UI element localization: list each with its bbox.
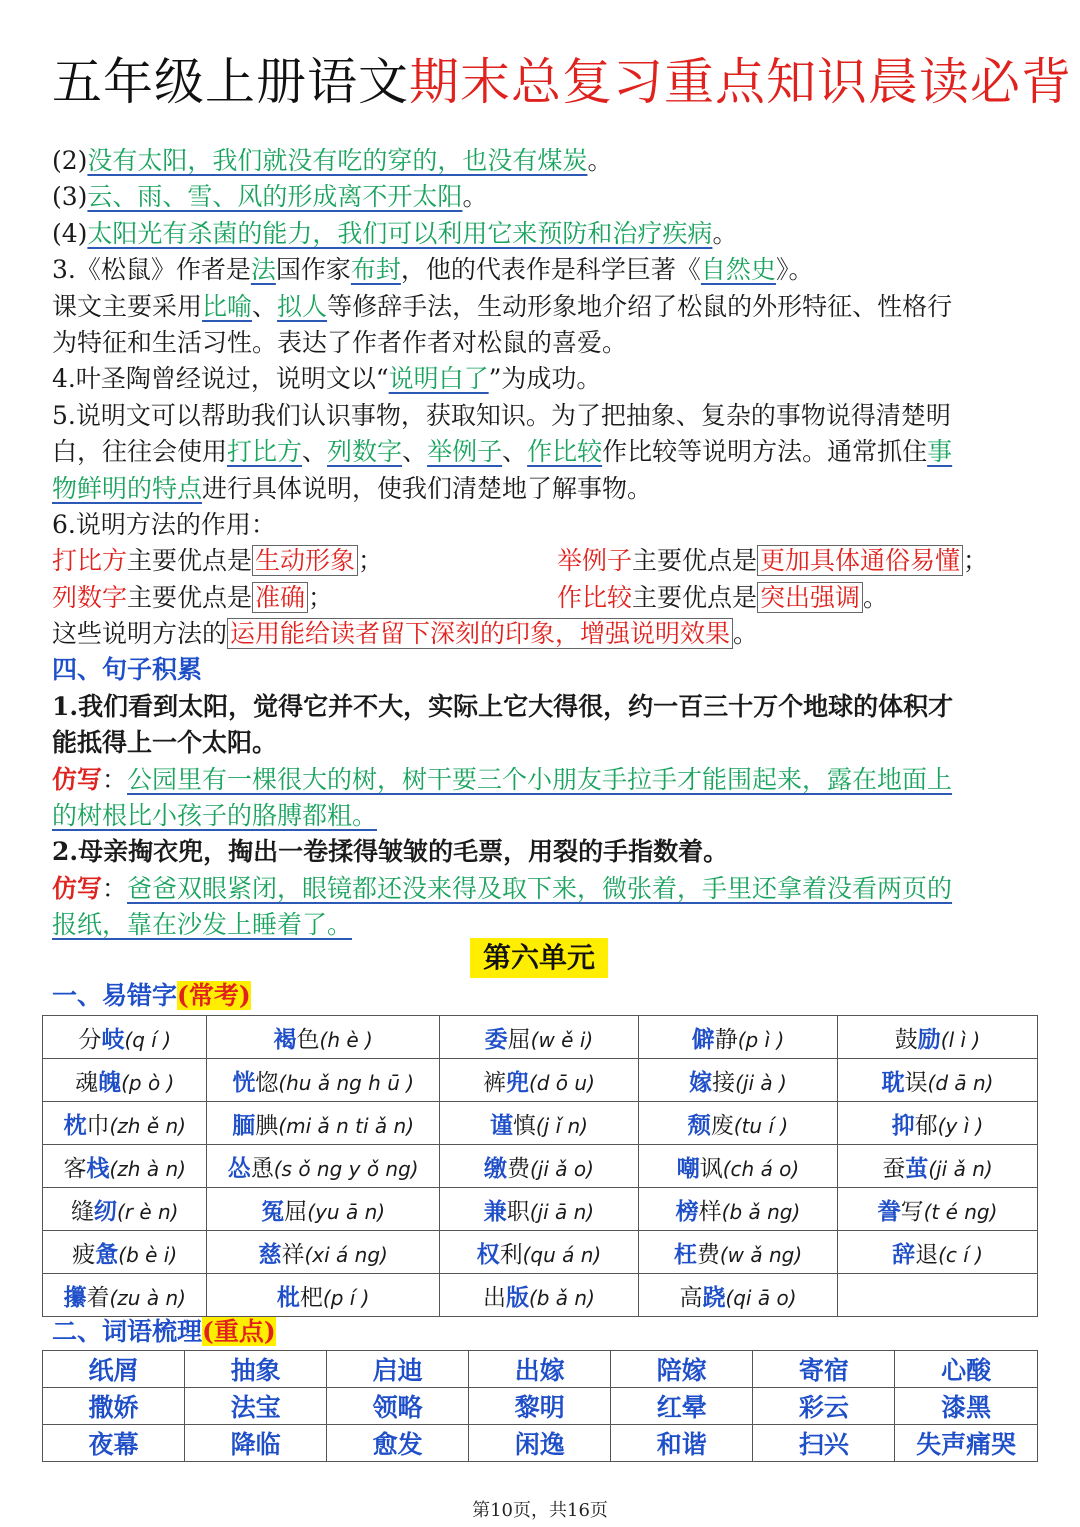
- page-number: 第10页，共16页: [472, 1500, 608, 1521]
- pinyin: (d ō u): [528, 1070, 595, 1095]
- text: 4.叶圣陶曾经说过，说明文以“: [52, 364, 389, 394]
- typo-cell: [207, 1016, 439, 1059]
- typo-table: [42, 1015, 1038, 1317]
- word-cell: 扫兴: [753, 1425, 895, 1462]
- typo-cell: [207, 1145, 439, 1188]
- plain-char: 废: [710, 1112, 734, 1139]
- plain-char: 巾: [86, 1112, 110, 1139]
- pinyin: (qu á n): [522, 1242, 602, 1267]
- pinyin: (c í ): [938, 1242, 983, 1267]
- key-char: 褐: [273, 1025, 297, 1053]
- typo-cell: [439, 1231, 638, 1274]
- word-cell: 抽象: [185, 1351, 327, 1388]
- key-char: 辞: [892, 1240, 916, 1268]
- answer-text: 作比较: [527, 437, 603, 467]
- key-char: 僻: [691, 1025, 715, 1053]
- answer-text: 布封: [350, 255, 401, 285]
- plain-char: 退: [915, 1241, 939, 1268]
- plain-char: 缝: [70, 1198, 94, 1225]
- text: 》。: [775, 255, 814, 285]
- word-cell: 撒娇: [43, 1388, 185, 1425]
- text: 国作家: [275, 255, 351, 285]
- answer-text: 云、雨、雪、风的形成离不开太阳: [87, 182, 463, 212]
- key-char: 缴: [483, 1154, 507, 1182]
- answer-text: 列数字: [327, 437, 403, 467]
- key-char: 枉: [673, 1240, 697, 1268]
- text: 主要优点是: [127, 546, 253, 576]
- item-number: (2): [52, 146, 88, 175]
- text: 3.《松鼠》作者是: [52, 255, 251, 285]
- key-char: 惫: [95, 1240, 119, 1268]
- word-cell: 闲逸: [469, 1425, 611, 1462]
- effect-pair-right: [557, 543, 988, 579]
- line-expository: 5.说明文可以帮助我们认识事物，获取知识。为了把抽象、复杂的事物说得清楚明: [52, 400, 951, 430]
- pinyin: (t é ng): [923, 1199, 998, 1224]
- word-cell: 纸屑: [43, 1351, 185, 1388]
- punctuation: 。: [587, 146, 613, 175]
- method-name: 打比方: [52, 546, 128, 576]
- pinyin: (b ǎ n): [528, 1285, 595, 1310]
- content-body: [52, 143, 1032, 944]
- typo-cell: [638, 1274, 837, 1317]
- answer-text: 物鲜明的特点: [52, 473, 203, 503]
- line-methods-cont: [52, 471, 1032, 507]
- typo-cell: [638, 1231, 837, 1274]
- key-char: 抑: [891, 1111, 915, 1139]
- answer-text: 举例子: [427, 437, 503, 467]
- typo-cell: [638, 1059, 837, 1102]
- plain-char: 费: [696, 1241, 720, 1268]
- boxed-answer: 突出强调: [757, 582, 863, 613]
- punctuation: ；: [308, 582, 334, 612]
- text: 等修辞手法，生动形象地介绍了松鼠的外形特征、性格行: [327, 291, 953, 321]
- effect-pair-left: [52, 545, 383, 576]
- line-effects-summary: [52, 616, 1032, 652]
- pinyin: (tu í ): [733, 1113, 789, 1138]
- pinyin: (xi á ng): [304, 1242, 388, 1267]
- line-effects-1: [52, 543, 1032, 579]
- pinyin: (qi ā o): [725, 1285, 797, 1310]
- plain-char: 魂: [75, 1069, 99, 1096]
- text: 作比较等说明方法。通常抓住: [602, 437, 928, 467]
- key-char: 纫: [93, 1197, 117, 1225]
- pinyin: (p í ): [322, 1285, 370, 1310]
- plain-char: 郁: [914, 1112, 938, 1139]
- key-char: 兼: [483, 1197, 507, 1225]
- key-char: 栈: [86, 1154, 110, 1182]
- pinyin: (p ò ): [121, 1070, 175, 1095]
- pinyin: (zu à n): [109, 1285, 186, 1310]
- word-cell: 彩云: [753, 1388, 895, 1425]
- sentence-1: 1.我们看到太阳，觉得它并不大，实际上它大得很，约一百三十万个地球的体积才: [52, 691, 954, 721]
- answer-text: 拟人: [277, 291, 328, 321]
- word-cell: 和谐: [611, 1425, 753, 1462]
- pinyin: (r è n): [116, 1199, 179, 1224]
- pinyin: (b è i): [118, 1242, 178, 1267]
- text: 、: [302, 437, 328, 467]
- page-title: [52, 50, 1072, 114]
- plain-char: 鼓: [894, 1026, 918, 1053]
- sentence-1-cont: 能抵得上一个太阳。: [52, 728, 278, 758]
- key-char: 枕: [63, 1111, 87, 1139]
- typo-cell: [207, 1102, 439, 1145]
- typo-cell: [43, 1102, 207, 1145]
- key-char: 兜: [505, 1068, 529, 1096]
- section-tag: (重点): [202, 1317, 276, 1346]
- punctuation: 。: [733, 619, 759, 649]
- line-sun-3: [52, 179, 1032, 215]
- section-heading-typos: [52, 978, 251, 1014]
- imitation-1: [52, 762, 1032, 798]
- word-cell: 陪嫁: [611, 1351, 753, 1388]
- word-cell: 启迪: [327, 1351, 469, 1388]
- typo-cell: [43, 1231, 207, 1274]
- typo-cell: [207, 1188, 439, 1231]
- plain-char: 利: [499, 1241, 523, 1268]
- typo-cell: [43, 1145, 207, 1188]
- typo-cell: [838, 1059, 1038, 1102]
- key-char: 颓: [687, 1111, 711, 1139]
- answer-text: 事: [927, 437, 953, 467]
- plain-char: 裤: [482, 1069, 506, 1096]
- typo-cell: [439, 1102, 638, 1145]
- table-row: [43, 1016, 1038, 1059]
- plain-char: 疲: [72, 1241, 96, 1268]
- pinyin: (ji à ): [735, 1070, 787, 1095]
- typo-cell: [838, 1102, 1038, 1145]
- item-number: (4): [52, 218, 88, 248]
- typo-cell: [207, 1274, 439, 1317]
- word-cell: 寄宿: [753, 1351, 895, 1388]
- line-sun-4: [52, 216, 1032, 252]
- pinyin: (hu ǎ ng h ū ): [278, 1070, 415, 1095]
- punctuation: 。: [462, 182, 488, 212]
- line-method-effects: 6.说明方法的作用：: [52, 509, 276, 539]
- pinyin: (b ǎ ng): [721, 1199, 801, 1224]
- typo-cell: [638, 1016, 837, 1059]
- typo-cell: [43, 1016, 207, 1059]
- pinyin: (h è ): [319, 1027, 373, 1052]
- key-char: 权: [476, 1240, 500, 1268]
- key-char: 冤: [261, 1197, 285, 1225]
- text: 白，往往会使用: [52, 437, 228, 467]
- imitation-2: [52, 871, 1032, 907]
- line-effects-2: [52, 580, 1032, 616]
- typo-cell: [439, 1016, 638, 1059]
- word-cell: 失声痛哭: [895, 1425, 1038, 1462]
- imitation-1-cont: [52, 798, 1032, 834]
- pinyin: (mi ǎ n ti ǎ n): [278, 1113, 415, 1138]
- typo-cell: [838, 1016, 1038, 1059]
- plain-char: 误: [904, 1069, 928, 1096]
- table-row: [43, 1145, 1038, 1188]
- method-name: 作比较: [557, 582, 633, 612]
- key-char: 嫁: [689, 1068, 713, 1096]
- key-char: 誊: [877, 1197, 901, 1225]
- answer-text: 自然史: [700, 255, 776, 285]
- pinyin: (l ì ): [940, 1027, 981, 1052]
- line-rhetoric: [52, 289, 1032, 325]
- typo-cell: [439, 1059, 638, 1102]
- typo-cell: [439, 1188, 638, 1231]
- text: 这些说明方法的: [52, 619, 228, 649]
- typo-cell: [838, 1274, 1038, 1317]
- line-ye-shengtao: [52, 361, 1032, 397]
- typo-cell: [43, 1274, 207, 1317]
- plain-char: 分: [78, 1026, 102, 1053]
- plain-char: 恿: [250, 1155, 274, 1182]
- boxed-answer: 生动形象: [252, 545, 358, 576]
- text: 、: [402, 437, 428, 467]
- pinyin: (p ì ): [737, 1027, 785, 1052]
- word-cell: 领略: [327, 1388, 469, 1425]
- key-char: 岐: [101, 1025, 125, 1053]
- pinyin: (ji ǎ o): [529, 1156, 594, 1181]
- sentence-2: 2.母亲掏衣兜，掏出一卷揉得皱皱的毛票，用裂的手指数着。: [52, 837, 729, 867]
- key-char: 版: [505, 1283, 529, 1311]
- key-char: 怂: [227, 1154, 251, 1182]
- pinyin: (zh à n): [109, 1156, 186, 1181]
- section-heading-words: [52, 1314, 276, 1350]
- key-char: 励: [917, 1025, 941, 1053]
- pinyin: (q í ): [124, 1027, 172, 1052]
- typo-cell: [207, 1059, 439, 1102]
- plain-char: 费: [506, 1155, 530, 1182]
- plain-char: 写: [900, 1198, 924, 1225]
- table-row: [43, 1351, 1038, 1388]
- key-char: 榜: [675, 1197, 699, 1225]
- pinyin: (y ì ): [937, 1113, 984, 1138]
- word-cell: 降临: [185, 1425, 327, 1462]
- punctuation: ：: [102, 764, 128, 794]
- key-char: 腼: [232, 1111, 256, 1139]
- key-char: 慈: [258, 1240, 282, 1268]
- effect-pair-left: [52, 582, 333, 613]
- method-name: 列数字: [52, 582, 128, 612]
- text: 主要优点是: [127, 582, 253, 612]
- method-name: 举例子: [557, 546, 633, 576]
- word-table: [42, 1350, 1038, 1462]
- word-cell: 黎明: [469, 1388, 611, 1425]
- plain-char: 着: [86, 1284, 110, 1311]
- word-cell: 夜幕: [43, 1425, 185, 1462]
- plain-char: 慎: [512, 1112, 536, 1139]
- line-rhetoric-cont: 为特征和生活习性。表达了作者作者对松鼠的喜爱。: [52, 327, 628, 357]
- plain-char: 静: [714, 1026, 738, 1053]
- plain-char: 高: [679, 1284, 703, 1311]
- typo-cell: [638, 1145, 837, 1188]
- answer-text: 打比方: [227, 437, 303, 467]
- plain-char: 出: [482, 1284, 506, 1311]
- table-row: [43, 1231, 1038, 1274]
- typo-cell: [838, 1231, 1038, 1274]
- table-row: [43, 1274, 1038, 1317]
- pinyin: (zh ě n): [109, 1113, 186, 1138]
- typo-cell: [838, 1145, 1038, 1188]
- boxed-answer: 更加具体通俗易懂: [757, 545, 963, 576]
- key-char: 魄: [98, 1068, 122, 1096]
- section-label: 二、词语梳理: [52, 1317, 203, 1346]
- plain-char: 蚕: [882, 1155, 906, 1182]
- imitation-label: 仿写: [52, 764, 103, 794]
- key-char: 枇: [276, 1283, 300, 1311]
- key-char: 攥: [63, 1283, 87, 1311]
- pinyin: (w ǎ ng): [719, 1242, 803, 1267]
- plain-char: 祥: [281, 1241, 305, 1268]
- table-row: [43, 1102, 1038, 1145]
- text: 主要优点是: [632, 546, 758, 576]
- punctuation: 。: [863, 582, 889, 612]
- answer-text: 公园里有一棵很大的树，树干要三个小朋友手拉手才能围起来，露在地面上: [127, 764, 953, 794]
- text: 课文主要采用: [52, 291, 203, 321]
- item-number: (3): [52, 182, 88, 212]
- pinyin: (ji ā n): [529, 1199, 595, 1224]
- table-row: [43, 1425, 1038, 1462]
- pinyin: (w ě i): [530, 1027, 594, 1052]
- section-tag: (常考): [177, 981, 251, 1010]
- effect-pair-right: [557, 580, 888, 616]
- plain-char: 屈: [284, 1198, 308, 1225]
- typo-cell: [439, 1145, 638, 1188]
- key-char: 委: [484, 1025, 508, 1053]
- word-cell: 愈发: [327, 1425, 469, 1462]
- plain-char: 色: [296, 1026, 320, 1053]
- answer-text: 没有太阳，我们就没有吃的穿的，也没有煤炭: [87, 146, 588, 175]
- key-char: 嘲: [676, 1154, 700, 1182]
- word-cell: 出嫁: [469, 1351, 611, 1388]
- title-red: 期末总复习重点知识晨读必背: [409, 53, 1072, 111]
- key-char: 跷: [702, 1283, 726, 1311]
- word-cell: 心酸: [895, 1351, 1038, 1388]
- typo-cell: [439, 1274, 638, 1317]
- punctuation: ：: [102, 873, 128, 903]
- word-cell: 漆黑: [895, 1388, 1038, 1425]
- answer-text: 报纸，靠在沙发上睡着了。: [52, 910, 353, 940]
- plain-char: 惚: [255, 1069, 279, 1096]
- pinyin: (ji ǎ n): [928, 1156, 993, 1181]
- boxed-answer: 运用能给读者留下深刻的印象，增强说明效果: [227, 618, 733, 649]
- imitation-label: 仿写: [52, 873, 103, 903]
- typo-cell: [207, 1231, 439, 1274]
- text: 主要优点是: [632, 582, 758, 612]
- line-methods: [52, 434, 1032, 470]
- line-sun-2: [52, 143, 1032, 179]
- table-row: [43, 1188, 1038, 1231]
- typo-cell: [43, 1188, 207, 1231]
- plain-char: 接: [712, 1069, 736, 1096]
- answer-text: 太阳光有杀菌的能力，我们可以利用它来预防和治疗疾病: [87, 218, 713, 248]
- plain-char: 屈: [507, 1026, 531, 1053]
- plain-char: 腆: [255, 1112, 279, 1139]
- text: 进行具体说明，使我们清楚地了解事物。: [202, 473, 653, 503]
- typo-cell: [638, 1188, 837, 1231]
- plain-char: 杷: [299, 1284, 323, 1311]
- answer-text: 说明白了: [388, 364, 489, 394]
- answer-text: 法: [250, 255, 276, 285]
- typo-cell: [638, 1102, 837, 1145]
- boxed-answer: 准确: [252, 582, 308, 613]
- typo-cell: [43, 1059, 207, 1102]
- pinyin: (s ǒ ng y ǒ ng): [273, 1156, 419, 1181]
- key-char: 恍: [232, 1068, 256, 1096]
- pinyin: (yu ā n): [307, 1199, 386, 1224]
- plain-char: 客: [63, 1155, 87, 1182]
- text: 、: [252, 291, 278, 321]
- text: ，他的代表作是科学巨著《: [400, 255, 701, 285]
- key-char: 茧: [905, 1154, 929, 1182]
- key-char: 耽: [881, 1068, 905, 1096]
- punctuation: ；: [963, 546, 989, 576]
- answer-text: 的树根比小孩子的胳膊都粗。: [52, 801, 378, 831]
- text: 、: [502, 437, 528, 467]
- section-heading-sentences: 四、句子积累: [52, 655, 203, 685]
- pinyin: (ch á o): [722, 1156, 800, 1181]
- line-squirrel-author: [52, 252, 1032, 288]
- section-label: 一、易错字: [52, 981, 178, 1010]
- typo-cell: [838, 1188, 1038, 1231]
- key-char: 谨: [489, 1111, 513, 1139]
- pinyin: (j ǐ n): [535, 1113, 588, 1138]
- answer-text: 比喻: [202, 291, 253, 321]
- text: ”为成功。: [488, 364, 602, 394]
- word-cell: 法宝: [185, 1388, 327, 1425]
- answer-text: 爸爸双眼紧闭，眼镜都还没来得及取下来，微张着，手里还拿着没看两页的: [127, 873, 953, 903]
- table-row: [43, 1059, 1038, 1102]
- plain-char: 讽: [699, 1155, 723, 1182]
- table-row: [43, 1388, 1038, 1425]
- pinyin: (d ā n): [927, 1070, 994, 1095]
- title-black: 五年级上册语文: [52, 53, 409, 111]
- punctuation: 。: [712, 218, 738, 248]
- unit-title: 第六单元: [470, 938, 608, 978]
- plain-char: 职: [506, 1198, 530, 1225]
- punctuation: ；: [358, 546, 384, 576]
- word-cell: 红晕: [611, 1388, 753, 1425]
- plain-char: 样: [698, 1198, 722, 1225]
